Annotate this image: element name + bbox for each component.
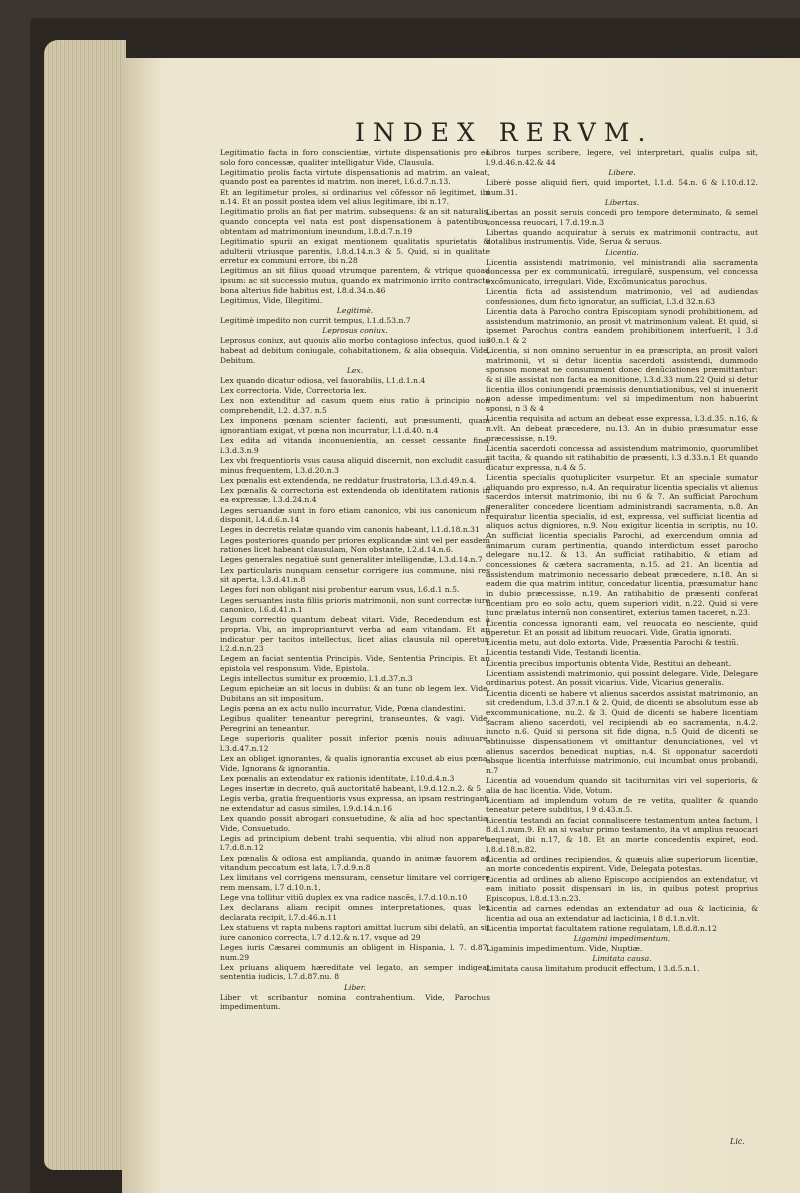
section-heading: Ligamini impedimentum. <box>573 934 671 943</box>
index-entry: Licentia, si non omnino seruentur in ea præscripta, an prosit valori matrimonii, vt si detur licentia sacerdoti assistendi, dummodo sponsos moneat ne consumment donec denũciationes præmittantur: & si ille assistat non facta ea monitione, l.3.d.33 num.22 Quid si detur licentia illos coniungendi præmissis denuntiationibus, vel si inuenerit non adesse impedimentum: vel si impedimentum non habuerint sponsi, n 3 & 4 <box>486 346 758 414</box>
index-entry: Limitata causa limitatum producit effectum, l 3.d.5.n.1. <box>486 964 700 974</box>
section-heading: Libertas. <box>604 197 640 207</box>
index-entry: Leges seruandæ sunt in foro etiam canonico, vbi ius canonicum nil disponit, l.4.d.6.n.14 <box>220 505 490 525</box>
index-entry: Lex pœnalis & odiosa est amplianda, quando in animæ fauorem ad vitandum peccatum est lata, l.7.d.9.n.8 <box>220 853 490 873</box>
index-entry: Leges seruantes iusta filiis prioris matrimonii, non sunt correctæ iure canonico, l.6.d.41.n.1 <box>220 595 490 615</box>
page-header: INDEX RERVM. <box>355 118 654 147</box>
index-entry: Lex statuens vt rapta nubens raptori amittat lucrum sibi delatũ, an sit iure canonico correcta, l.7 d.12.& n.17. vsque ad 29 <box>220 923 490 942</box>
index-entry: Lege vna tollitur vitiũ duplex ex vna radice nascẽs, l.7.d.10.n.10 <box>220 893 468 903</box>
index-entry: Legitimatio prolis facta virtute dispensationis ad matrim. an valeat, quando post ea parentes id matrim. non ineret, l.6.d.7.n.13. <box>220 167 490 187</box>
index-entry: Legum correctio quantum debeat vitari. Vide, Recedendum est à propria. Vbi, an improprianturvt verba ad eam vitandam. Et an indicatur per tacitos intellectus, licet alias clausula nil operetur, l.2.d.n.n.23 <box>220 615 490 654</box>
index-entry: Lex quando possit abrogari consuetudine, & alia ad hoc spectantia. Vide, Consuetudo. <box>220 813 490 833</box>
index-entry: Lex edita ad vitanda inconuenientia, an cesset cessante fine, l.3.d.3.n.9 <box>220 436 490 455</box>
index-entry: Lex priuans aliquem hæreditate vel legato, an semper indigeat sententia iudicis, l.7.d.87.nu. 8 <box>220 962 490 982</box>
index-entry: Licentia ad ordines ab alieno Episcopo accipiendos an extendatur, vt eam initiato possit dispensari in iis, in quibus potest proprius Episcopus, l.8.d.13.n.23. <box>486 874 758 903</box>
index-entry: Licentia ad carnes edendas an extendatur ad oua & lacticinia, & licentia ad oua an extendatur ad lacticinia, l 8 d.1.n.vlt. <box>486 904 758 923</box>
index-entry: Leges generales negatiuè sunt generaliter intelligendæ, l.3.d.14.n.7 <box>220 555 483 565</box>
index-entry: Lex non extenditur ad casum quem eius ratio à principio non comprehendit, l.2. d.37. n.5 <box>220 396 490 416</box>
index-entry: Lex quando dicatur odiosa, vel fauorabilis, l.1.d.1.n.4 <box>220 376 426 386</box>
index-entry: Leges fori non obligant nisi probentur earum vsus, l.6.d.1 n.5. <box>220 585 460 595</box>
right-column <box>486 148 758 975</box>
index-entry: Libros turpes scribere, legere, vel interpretari, qualis culpa sit, l.9.d.46.n.42.& 44 <box>486 148 758 167</box>
index-entry: Liber vt scribantur nomina contrahentium. Vide, Parochus impedimentum. <box>220 992 490 1012</box>
index-entry: Lex vbi frequentioris vsus causa aliquid discernit, non excludit casum minus frequentem, l.3.d.20.n.3 <box>220 455 490 475</box>
index-entry: Licentiam assistendi matrimonio, qui possint delegare. Vide, Delegare ordinarius potest. An possit vicarius. Vide, Vicarius generalis. <box>486 668 758 688</box>
index-entry: Lex correctoria. Vide, Correctoria lex. <box>220 386 367 396</box>
index-entry: Licentiam ad implendum votum de re vetita, qualiter & quando teneatur petere subditus, l 9 d.43.n.5. <box>486 795 758 815</box>
index-entry: Licentia precibus importunis obtenta Vide, Restitui an debeant. <box>486 658 732 668</box>
section-heading: Leprosus coniux. <box>322 326 388 336</box>
index-entry: Legis ad principium debent trahi sequentia, vbi aliud non apparet, l.7.d.8.n.12 <box>220 833 490 853</box>
index-entry: Licentia ad vouendum quando sit taciturnitas viri vel superioris, & alia de hac licentia. Vide, Votum. <box>486 776 758 795</box>
index-entry: Legum epicheiæ an sit locus in dubiis: & an tunc ob legem lex. Vide, Dubitans an sit impositum. <box>220 684 490 704</box>
index-entry: Leges insertæ in decreto, quã auctoritatẽ habeant, l.9.d.12.n.2. & 5 <box>220 784 482 793</box>
index-entry: Ligaminis impedimentum. Vide, Nuptiæ. <box>486 944 643 954</box>
index-entry: Legem an faciat sententia Principis. Vide, Sententia Principis. Et an epistola vel responsum. Vide, Epistola. <box>220 654 490 674</box>
section-heading: Legitimè. <box>336 306 374 315</box>
index-entry: Licentia requisita ad actum an debeat esse expressa, l.3.d.35. n.16, & n.vlt. An debeat præcedere, nu.13. An in dubio præsumatur esse præcessisse, n.19. <box>486 414 758 443</box>
index-entry: Licentia concessa ignoranti eam, vel reuocata eo nesciente, quid operetur. Et an possit ad libitum reuocari. Vide, Gratia ignorati. <box>486 618 758 638</box>
index-entry: Legitimatio facta in foro conscientiæ, virtute dispensationis pro eo solo foro concessæ, qualiter intelligatur Vide, Clausula. <box>220 148 490 167</box>
section-heading: Licentia. <box>605 247 639 257</box>
section-heading: Lex. <box>346 365 364 375</box>
index-entry: Leges in decretis relatæ quando vim canonis habeant, l.1.d.18.n.31 <box>220 525 480 535</box>
left-column <box>220 148 490 1013</box>
index-entry: Libertas quando acquiratur à seruis ex matrimonii contractu, aut dotalibus instrumentis. Vide, Serua & seruus. <box>486 227 758 247</box>
index-entry: Legitimatio prolis an fiat per matrim. subsequens: & an sit naturalis, quando concepta vel nata est post dispensationem à patentibus, obtentam ad matrimonium ineundum, l.8.d.7.n.19 <box>220 207 490 236</box>
index-entry: Leprosus coniux, aut quouis alio morbo contagioso infectus, quod ius habeat ad debitum coniugale, cohabitationem, & alia obsequia. Vide, Debitum. <box>220 336 490 365</box>
index-entry: Legitimus an sit filius quoad vtrumque parentem, & vtrique quoad ipsum: ac sit successio mutua, quando ex matrimonio irrito contracto bona alterius fide habitus est, l.8.d.34.n.46 <box>220 266 490 295</box>
index-entry: Licentia data à Parocho contra Episcopiam synodi prohibitionem, ad assistendum matrimonio, an prosit vt matrimonium valeat. Et quid, si ipsemet Parochus contra eandem prohibitionem interfuerit, l 3.d 30.n.1 & 2 <box>486 307 758 345</box>
index-entry: Licentia testandi Vide, Testandi licentia. <box>486 648 642 658</box>
index-entry: Licentia importat facultatem ratione regulatam, l.8.d.8.n.12 <box>486 923 717 933</box>
index-entry: Legis intellectus sumitur ex proœmio, l.1.d.37.n.3 <box>220 674 413 684</box>
section-heading: Libere. <box>608 167 636 177</box>
index-entry: Licentia specialis quotupliciter vsurpetur. Et an speciale sumatur aliquando pro expresso, n.4. An requiratur licentia specialis vt alienus sacerdos intersit matrimonio, ibi nu 6 & 7. An sufficiat Parochum generaliter concedere licentiam administrandi sacramenta, n.8. An requiratur licentia specialis, id est, expressa, vel sufficiat licentia ad aliquos actus digniores, n.9. Nou exigitur licentia in scriptis, nu 10. An sufficiat licentia specialis Parochi, ad exercendum omnia ad animarum curam pertinentia, quando interdictum esset parocho delegare nu.12. & 13. An sufficiat ratihabitio, & etiam ad concessiones & cætera sacramenta, n.15. ad 21. An licentia ad assistendum matrimonio necessario debeat præcedere, n.18. An si eadem die qua matrim intitur, concedatur licentia, præsumatur hanc in dubio præcessisse, n.19. An ratihabitio de præsenti conferat licentiam pro eo solo actu, quem superiori vidit, n.22. Quid si vere tunc prælatus internũ non consentiret, exterius tamen taceret, n.23. <box>486 473 758 618</box>
index-entry: Licentia testandi an faciat connaliscere testamentum antea factum, l 8.d.1.num.9. Et an si vsatur primo testamento, ita vt amplius reuocari nequeat, ibi n.17, & 18. Et an morte concedentis expiret, eod. l.8.d.18.n.82. <box>486 815 758 854</box>
index-entry: Licentia ficta ad assistendum matrimonio, vel ad audiendas confessiones, dum ficto ignoratur, an sufficiat, l.3.d 32.n.63 <box>486 287 758 306</box>
index-entry: Licentia assistendi matrimonio, vel ministrandi alia sacramenta concessa per ex communicatũ, irregularẽ, suspensum, vel concessa excõmunicato, irregulari. Vide, Excõmunicatus parochus. <box>486 257 758 287</box>
index-entry: Licentia metu, aut dolo extorta. Vide, Præsentia Parochi & testiũ. <box>486 638 739 648</box>
index-entry: Legitimus, Vide, Illegitimi. <box>220 295 323 305</box>
index-entry: Licentia ad ordines recipiendos, & quæuis aliæ superiorum licentiæ, an morte concedentis expirent. Vide, Delegata potestas. <box>486 854 758 874</box>
page-edges <box>44 40 126 1170</box>
index-entry: Legis pœna an ex actu nullo incurratur, Vide, Pœna clandestini. <box>220 704 466 714</box>
index-entry: Legitimè impedito non currit tempus, l.1.d.53.n.7 <box>220 316 411 326</box>
section-heading: Liber. <box>343 982 367 992</box>
index-entry: Lex particularis nunquam censetur corrigere ius commune, nisi res sit aperta, l.3.d.41.n.8 <box>220 565 490 585</box>
index-entry: Liberè posse aliquid fieri, quid importet, l.1.d. 54.n. 6 & l.10.d.12. num.31. <box>486 177 758 197</box>
index-entry: Et an legitimetur proles, si ordinarius vel cõfessor nõ legitimet, ibi n.14. Et an possit postea idem vel alius legitimare, ibi n.17. <box>220 187 490 207</box>
section-heading: Limitata causa. <box>592 954 652 964</box>
index-entry: Lex limitans vel corrigens mensuram, censetur limitare vel corrigere rem mensam, l.7 d.10.n.1, <box>220 873 490 893</box>
index-entry: Lex pœnalis an extendatur ex rationis identitate, l.10.d.4.n.3 <box>220 773 455 783</box>
index-entry: Lex imponens pœnam scienter facienti, aut præsumenti, quam ignorantiam exigat, vt pœna non incurratur, l.1.d.40. n.4 <box>220 416 490 435</box>
index-entry: Lex an obliget ignorantes, & qualis ignorantia excuset ab eius pœna. Vide, Ignorans & ignorantia. <box>220 754 490 773</box>
index-entry: Legitimatio spurii an exigat mentionem qualitatis spurietatis & adulterii vtriusque parentis, l.8.d.14.n.3 & 5. Quid, si in qualitate erretur ex communi errore, ibi n.28 <box>220 236 490 266</box>
catchword: Lic. <box>730 1137 745 1146</box>
index-entry: Legis verba, gratia frequentioris vsus expressa, an ipsam restringant, ne extendatur ad casus similes, l.9.d.14.n.16 <box>220 794 490 813</box>
index-entry: Lege superioris qualiter possit inferior pœnis nouis adiuuare, l.3.d.47.n.12 <box>220 734 490 753</box>
index-entry: Legibus qualiter teneantur peregrini, transeuntes, & vagi. Vide, Peregrini an teneantur. <box>220 714 490 734</box>
index-entry: Leges posteriores quando per priores explicandæ sint vel per easdem rationes licet habeant clausulam, Non obstante, l.2.d.14.n.6. <box>220 535 490 555</box>
index-entry: Licentia dicenti se habere vt alienus sacerdos assistat matrimonio, an sit credendum, l.3.d 37.n.1 & 2. Quid, de dicenti se absolutum esse ab excommunicatione, nu.2. & 3. Quid de dicenti se habere licentiam sacram alieno sacerdoti, vel recipiendi ab eo sacramenta, n.4.2. iuncto n.6. Quid si persona sit fide digna, n.5 Quid de dicenti se obtinuisse dispensationem vt omittantur denunciationes, vel vt alienus sacerdos benedicat nuptias, n.4. Si opponatur sacerdoti absque licentia interfuisse matrimonio, cui incumbat onus probandi, n.7 <box>486 688 758 775</box>
index-entry: Libertas an possit seruis concedi pro tempore determinato, & semel concessa reuocari, l 7.d.19.n.3 <box>486 207 758 227</box>
index-entry: Lex pœnalis & correctoria est extendenda ob identitatem rationis in ea expressæ, l.3.d.24.n.4 <box>220 485 490 505</box>
index-entry: Licentia sacerdoti concessa ad assistendum matrimonio, quorumlibet sit tacita, & quando sit ratihabitio de præsenti, l.3 d.33.n.1 Et quando dicatur expressa, n.4 & 5. <box>486 443 758 472</box>
index-entry: Lex declarans aliam recipit omnes interpretationes, quas lex declarata recipit, l.7.d.46.n.11 <box>220 903 490 923</box>
index-entry: Lex pœnalis est extendenda, ne reddatur frustratoria, l.3.d.49.n.4. <box>220 475 477 485</box>
index-entry: Leges iuris Cæsarei communis an obligent in Hispania, l. 7. d.87. num.29 <box>220 943 490 962</box>
